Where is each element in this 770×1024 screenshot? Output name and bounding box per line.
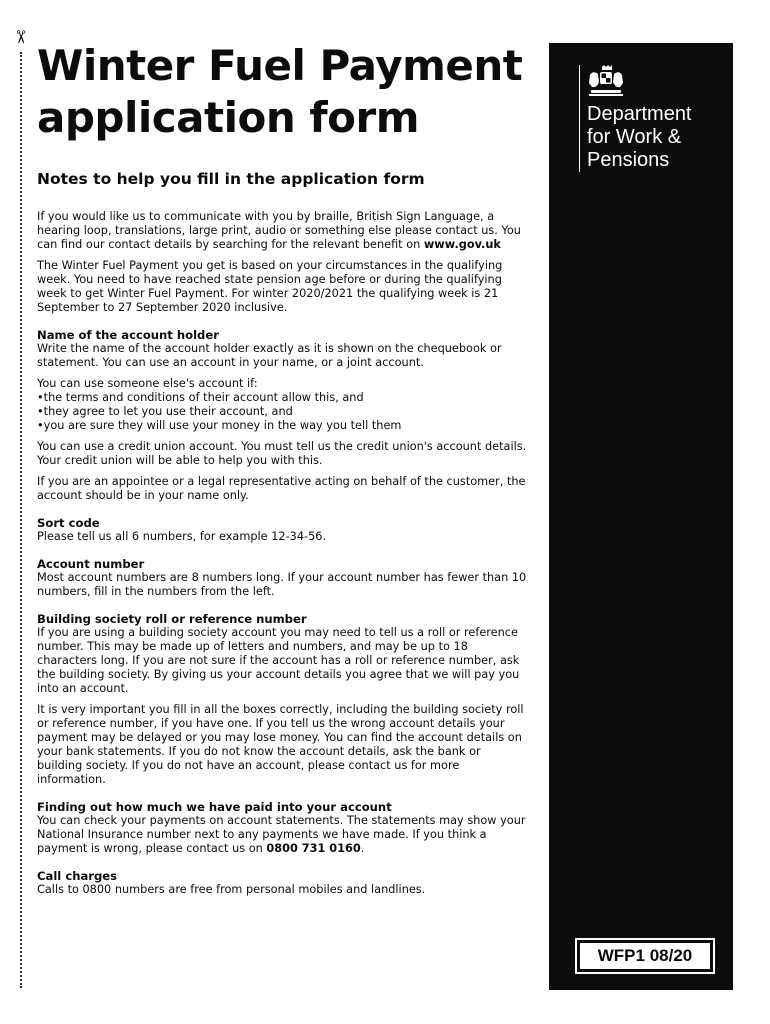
department-name <box>587 103 692 172</box>
intro-text: If you would like us to communicate with you by braille, British Sign Language, a hearing loop, translations, large print, audio or something else please contact us. You can find our contact details by searching for the relevant benefit on <box>37 210 521 251</box>
scissors-icon: ✂ <box>9 29 31 45</box>
list-item: • the terms and conditions of their account allow this, and <box>37 391 527 405</box>
title-line-2: application form <box>37 93 419 142</box>
heading-sort-code: Sort code <box>37 516 100 530</box>
department-name-line-3: Pensions <box>587 149 670 171</box>
department-panel <box>549 43 733 990</box>
building-society-paragraph-2: It is very important you fill in all the boxes correctly, including the building society roll or reference number, if you have one. If you tell us the wrong account details your payment may be delayed or you may lose money. You can find the account details on your bank statements. If you do not know the account details, ask the bank or building society. If you do not have an account, please contact us for more information. <box>37 703 524 786</box>
sort-code-paragraph: Please tell us all 6 numbers, for example 12-34-56. <box>37 530 327 543</box>
cut-line <box>20 52 22 988</box>
finding-out-end: . <box>360 842 365 855</box>
account-holder-paragraph-1: Write the name of the account holder exactly as it is shown on the chequebook or statement. You can use an account in your name, or a joint account. <box>37 342 502 369</box>
building-society-paragraph-1: If you are using a building society account you may need to tell us a roll or reference number. This may be made up of letters and numbers, and may be up to 18 characters long. If you are not sure if the account has a roll or reference number, ask the building society. By giving us your account details you agree that we will pay you into an account. <box>37 626 520 695</box>
royal-coat-of-arms-icon <box>587 65 625 99</box>
account-holder-paragraph-2: You can use someone else's account if: <box>37 377 258 390</box>
gov-uk-link[interactable]: www.gov.uk <box>423 238 501 251</box>
heading-building-society: Building society roll or reference number <box>37 612 307 626</box>
list-item: • they agree to let you use their account, and <box>37 405 527 419</box>
account-number-paragraph: Most account numbers are 8 numbers long. If your account number has fewer than 10 numbers, fill in the numbers from the left. <box>37 571 527 598</box>
intro-paragraph-1 <box>37 210 527 252</box>
finding-out-paragraph <box>37 814 527 856</box>
heading-account-holder: Name of the account holder <box>37 328 219 342</box>
intro-paragraph-2: The Winter Fuel Payment you get is based on your circumstances in the qualifying week. You need to have reached state pension age before or during the qualifying week to get Winter Fuel Payment. For winter 2020/2021 the qualifying week is 21 September to 27 September 2020 inclusive. <box>37 259 503 314</box>
subtitle: Notes to help you fill in the application form <box>37 170 425 188</box>
account-holder-conditions <box>37 391 527 433</box>
department-name-line-1: Department <box>587 103 692 125</box>
form-reference: WFP1 08/20 <box>577 940 713 972</box>
finding-out-text: You can check your payments on account statements. The statements may show your National Insurance number next to any payments we have made. If you think a payment is wrong, please contact us on <box>37 814 526 855</box>
heading-finding-out: Finding out how much we have paid into your account <box>37 800 392 814</box>
list-item: • you are sure they will use your money in the way you tell them <box>37 419 527 433</box>
document-body <box>37 40 527 904</box>
account-holder-paragraph-4: If you are an appointee or a legal representative acting on behalf of the customer, the account should be in your name only. <box>37 475 526 502</box>
page-title <box>37 40 527 144</box>
title-line-1: Winter Fuel Payment <box>37 41 523 90</box>
account-holder-paragraph-3: You can use a credit union account. You must tell us the credit union's account details. Your credit union will be able to help you with this. <box>37 440 527 467</box>
heading-call-charges: Call charges <box>37 869 118 883</box>
call-charges-paragraph: Calls to 0800 numbers are free from personal mobiles and landlines. <box>37 883 426 896</box>
heading-account-number: Account number <box>37 557 145 571</box>
department-logo <box>579 65 692 172</box>
phone-number: 0800 731 0160 <box>266 842 361 855</box>
department-name-line-2: for Work & <box>587 126 682 148</box>
